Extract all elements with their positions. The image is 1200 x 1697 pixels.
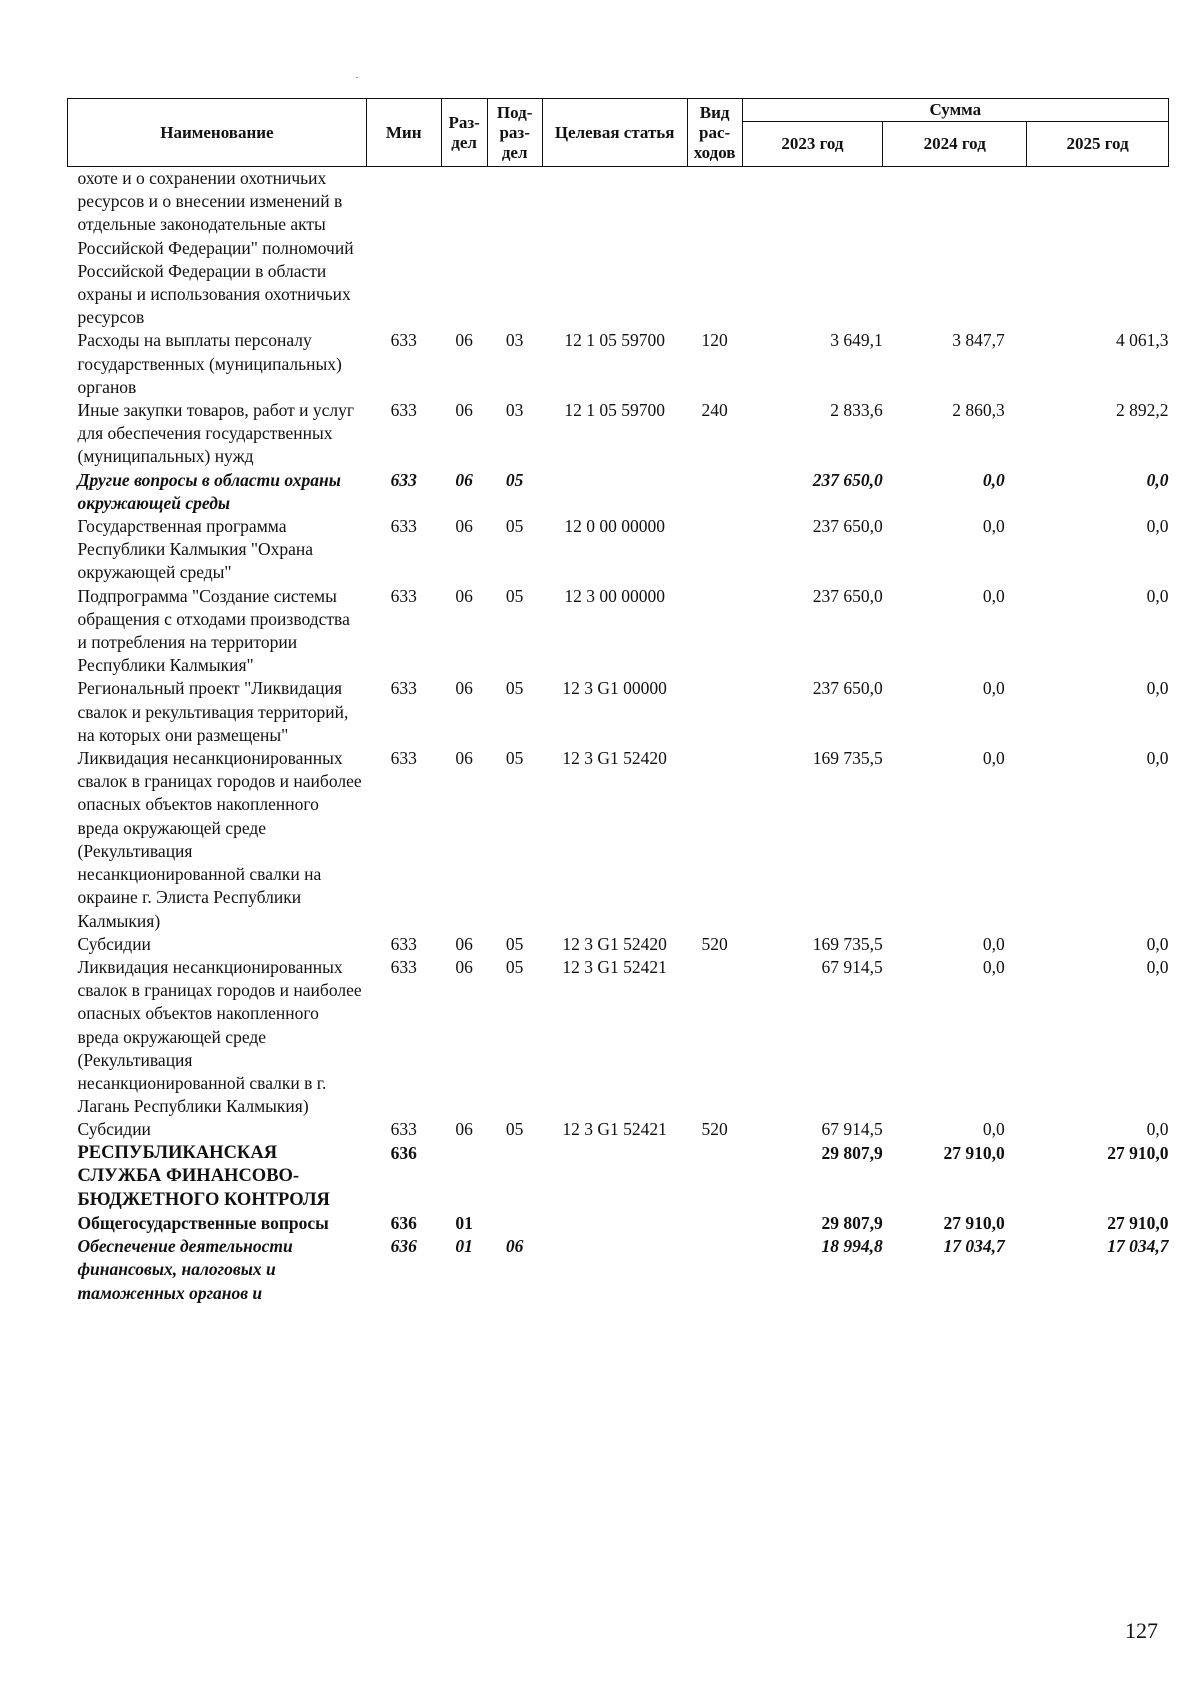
row-sum-2024: 2 860,3 <box>952 400 1005 421</box>
header-target-article: Целевая статья <box>542 99 687 167</box>
row-expense-type <box>687 956 742 1118</box>
row-ministry <box>366 167 441 330</box>
page-number: 127 <box>1125 1618 1158 1643</box>
row-sum-2024: 0,0 <box>982 933 1005 954</box>
row-sum-2023: 237 650,0 <box>812 585 883 606</box>
row-target-article: 12 1 05 59700 <box>564 400 665 421</box>
row-expense-type <box>687 1142 742 1213</box>
row-expense-type <box>687 1235 742 1305</box>
row-section: 06 <box>455 585 473 606</box>
row-name: Региональный проект "Ликвидация свалок и рекультивация территорий, на которых они размещены" <box>77 678 349 745</box>
row-target-article: 12 1 05 59700 <box>564 330 665 351</box>
row-section: 01 <box>455 1236 473 1257</box>
row-sum-2024: 0,0 <box>982 469 1005 490</box>
row-name: охоте и о сохранении охотничьих ресурсов и о внесении изменений в отдельные законодательные акты Российской Федерации" полномочий Российской Федерации в области охраны и использования охотничьих ресурсов <box>77 168 354 328</box>
row-ministry: 633 <box>390 748 417 769</box>
table-row <box>68 933 1169 956</box>
budget-table <box>67 98 1169 1305</box>
row-subsection: 05 <box>505 516 524 537</box>
row-subsection: 03 <box>505 400 524 421</box>
row-sum-2025: 0,0 <box>1146 678 1169 699</box>
row-target-article <box>542 469 687 515</box>
header-razdel: Раз-дел <box>441 99 487 167</box>
table-row <box>68 1142 1169 1213</box>
row-section: 06 <box>455 516 473 537</box>
row-expense-type: 520 <box>701 1119 728 1140</box>
row-sum-2025: 2 892,2 <box>1116 400 1169 421</box>
table-row <box>68 1118 1169 1141</box>
row-ministry: 633 <box>390 1119 417 1140</box>
row-section: 06 <box>455 469 473 490</box>
row-section: 06 <box>455 748 473 769</box>
row-target-article <box>542 1235 687 1305</box>
row-sum-2025: 0,0 <box>1146 933 1169 954</box>
row-name: Ликвидация несанкционированных свалок в границах городов и наиболее опасных объектов накопленного вреда окружающей среде (Рекультивация несанкционированной свалки на окраине г. Элиста Республики Калмыкия) <box>77 748 362 931</box>
row-subsection: 05 <box>505 678 524 699</box>
row-target-article <box>542 1142 687 1213</box>
row-sum-2025: 0,0 <box>1146 516 1169 537</box>
table-row <box>68 329 1169 399</box>
scan-speck <box>356 77 358 78</box>
table-row <box>68 1212 1169 1235</box>
row-sum-2024: 0,0 <box>982 516 1005 537</box>
row-expense-type: 120 <box>701 330 728 351</box>
row-expense-type <box>687 677 742 747</box>
row-name: Субсидии <box>77 933 151 954</box>
row-name: Общегосударственные вопросы <box>77 1213 329 1234</box>
row-sum-2023: 3 649,1 <box>830 330 883 351</box>
row-sum-2023: 169 735,5 <box>812 933 883 954</box>
row-sum-2025: 27 910,0 <box>1107 1213 1169 1234</box>
row-subsection <box>487 1142 542 1213</box>
row-sum-2023: 237 650,0 <box>812 469 883 490</box>
row-name: Ликвидация несанкционированных свалок в границах городов и наиболее опасных объектов накопленного вреда окружающей среде (Рекультивация несанкционированной свалки в г. Лагань Республики Калмыкия) <box>77 956 362 1117</box>
row-sum-2024: 3 847,7 <box>952 330 1005 351</box>
table-row <box>68 167 1169 330</box>
header-year-2024: 2024 год <box>883 122 1027 167</box>
row-target-article: 12 3 G1 52421 <box>562 956 667 977</box>
row-subsection: 05 <box>505 585 524 606</box>
row-expense-type <box>687 515 742 585</box>
row-sum-2024: 0,0 <box>982 748 1005 769</box>
row-subsection: 05 <box>505 1119 524 1140</box>
row-ministry: 633 <box>390 469 417 490</box>
row-ministry: 633 <box>390 585 417 606</box>
row-ministry: 636 <box>390 1213 417 1234</box>
table-row <box>68 677 1169 747</box>
row-sum-2023: 169 735,5 <box>812 748 883 769</box>
row-sum-2024: 0,0 <box>982 678 1005 699</box>
header-expense-type: Вид рас-ходов <box>687 99 742 167</box>
row-name: Обеспечение деятельности финансовых, налоговых и таможенных органов и <box>77 1236 293 1303</box>
row-ministry: 633 <box>390 516 417 537</box>
row-section: 06 <box>455 400 473 421</box>
table-row <box>68 399 1169 469</box>
row-sum-2024: 0,0 <box>982 956 1005 977</box>
row-section <box>441 1142 487 1213</box>
table-body <box>68 167 1169 1305</box>
row-sum-2025: 0,0 <box>1146 956 1169 977</box>
row-expense-type <box>687 469 742 515</box>
row-target-article: 12 3 00 00000 <box>564 585 665 606</box>
row-sum-2023: 237 650,0 <box>812 516 883 537</box>
row-section: 06 <box>455 678 473 699</box>
row-sum-2023: 67 914,5 <box>821 1119 883 1140</box>
row-name: РЕСПУБЛИКАНСКАЯ СЛУЖБА ФИНАНСОВО-БЮДЖЕТНОГО КОНТРОЛЯ <box>77 1142 330 1210</box>
table-row <box>68 747 1169 933</box>
row-target-article: 12 3 G1 52420 <box>562 933 667 954</box>
row-subsection <box>487 1212 542 1235</box>
row-subsection: 03 <box>505 330 524 351</box>
row-expense-type <box>687 585 742 678</box>
row-sum-2024: 0,0 <box>982 585 1005 606</box>
row-sum-2025 <box>1027 167 1169 330</box>
header-sum: Сумма <box>742 99 1168 122</box>
row-sum-2023: 2 833,6 <box>830 400 883 421</box>
row-sum-2025: 0,0 <box>1146 469 1169 490</box>
row-sum-2024: 0,0 <box>982 1119 1005 1140</box>
row-sum-2023: 29 807,9 <box>821 1142 883 1163</box>
row-ministry: 633 <box>390 330 417 351</box>
row-sum-2024 <box>883 167 1027 330</box>
header-name: Наименование <box>68 99 367 167</box>
row-sum-2025: 4 061,3 <box>1116 330 1169 351</box>
table-row <box>68 585 1169 678</box>
row-expense-type <box>687 1212 742 1235</box>
row-section: 06 <box>455 1119 473 1140</box>
row-sum-2024: 27 910,0 <box>943 1142 1005 1163</box>
row-sum-2023 <box>742 167 883 330</box>
row-name: Государственная программа Республики Калмыкия "Охрана окружающей среды" <box>77 516 314 583</box>
row-ministry: 633 <box>390 933 417 954</box>
row-section <box>441 167 487 330</box>
row-sum-2025: 0,0 <box>1146 748 1169 769</box>
row-sum-2023: 237 650,0 <box>812 678 883 699</box>
row-sum-2023: 18 994,8 <box>821 1236 883 1257</box>
header-year-2025: 2025 год <box>1027 122 1169 167</box>
row-target-article: 12 3 G1 52421 <box>562 1119 667 1140</box>
row-expense-type <box>687 167 742 330</box>
row-sum-2023: 67 914,5 <box>821 956 883 977</box>
row-target-article: 12 3 G1 00000 <box>562 678 667 699</box>
row-sum-2025: 0,0 <box>1146 1119 1169 1140</box>
header-podrazdel: Под-раз-дел <box>487 99 542 167</box>
row-ministry: 633 <box>390 400 417 421</box>
row-ministry: 633 <box>390 678 417 699</box>
row-name: Расходы на выплаты персоналу государственных (муниципальных) органов <box>77 330 342 397</box>
row-target-article: 12 0 00 00000 <box>564 516 665 537</box>
row-sum-2023: 29 807,9 <box>821 1213 883 1234</box>
row-subsection <box>487 167 542 330</box>
row-ministry: 636 <box>390 1142 417 1163</box>
row-section: 06 <box>455 933 473 954</box>
row-subsection: 05 <box>505 748 524 769</box>
row-sum-2025: 0,0 <box>1146 585 1169 606</box>
table-row <box>68 515 1169 585</box>
row-name: Иные закупки товаров, работ и услуг для обеспечения государственных (муниципальных) нужд <box>77 400 355 467</box>
row-name: Подпрограмма "Создание системы обращения с отходами производства и потребления на территории Республики Калмыкия" <box>77 585 350 676</box>
row-target-article: 12 3 G1 52420 <box>562 748 667 769</box>
row-subsection: 05 <box>505 469 524 490</box>
row-sum-2025: 27 910,0 <box>1107 1142 1169 1163</box>
row-subsection: 06 <box>505 1236 524 1257</box>
row-expense-type <box>687 747 742 933</box>
row-target-article <box>542 1212 687 1235</box>
table-row <box>68 956 1169 1118</box>
header-year-2023: 2023 год <box>742 122 883 167</box>
row-target-article <box>542 167 687 330</box>
row-ministry: 633 <box>390 956 417 977</box>
row-section: 06 <box>455 330 473 351</box>
row-name: Другие вопросы в области охраны окружающей среды <box>77 469 341 513</box>
row-section: 01 <box>455 1213 473 1234</box>
header-min: Мин <box>366 99 441 167</box>
row-sum-2024: 17 034,7 <box>943 1236 1005 1257</box>
row-name: Субсидии <box>77 1119 151 1140</box>
row-expense-type: 240 <box>701 400 728 421</box>
row-subsection: 05 <box>505 933 524 954</box>
table-row <box>68 1235 1169 1305</box>
row-sum-2024: 27 910,0 <box>943 1213 1005 1234</box>
row-ministry: 636 <box>390 1236 417 1257</box>
row-section: 06 <box>455 956 473 977</box>
table-row <box>68 469 1169 515</box>
row-sum-2025: 17 034,7 <box>1107 1236 1169 1257</box>
row-expense-type: 520 <box>701 933 728 954</box>
row-subsection: 05 <box>505 956 524 977</box>
